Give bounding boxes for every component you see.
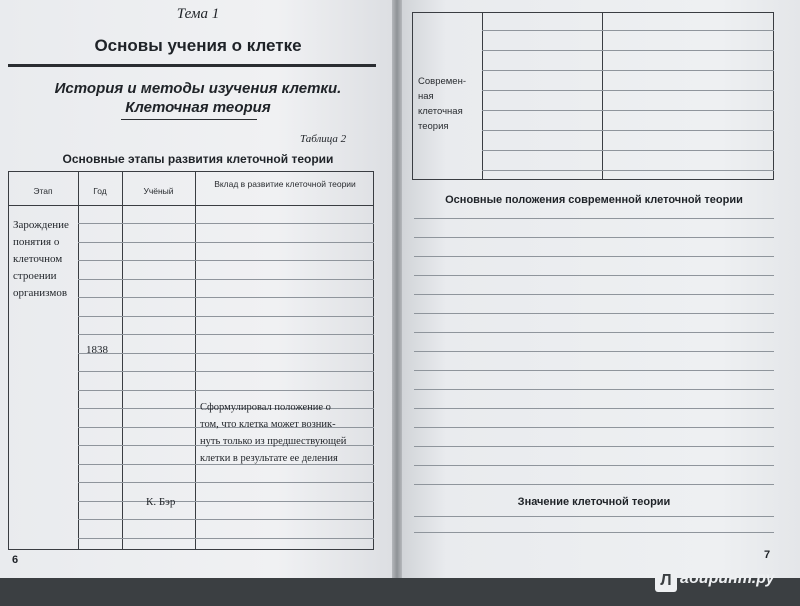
- label-line: клеточная: [418, 106, 463, 117]
- title-rule: [8, 64, 376, 67]
- contribution-cell: [200, 399, 372, 467]
- ruled-line: [414, 532, 774, 533]
- ruled-line: [414, 427, 774, 428]
- stage-line: клеточном: [13, 253, 63, 265]
- header-stage: Этап: [33, 186, 53, 196]
- contribution-line: том, что клетка может возник-: [200, 419, 336, 430]
- significance-heading: Значение клеточной теории: [517, 496, 671, 508]
- ruled-line: [482, 90, 774, 91]
- ruled-line: [196, 353, 374, 354]
- ruled-line: [482, 130, 774, 131]
- contribution-line: нуть только из предшествующей: [200, 436, 347, 447]
- contribution-line: клетки в результате ее деления: [200, 453, 338, 464]
- watermark-text: абиринт.ру: [680, 570, 775, 587]
- label-line: теория: [418, 121, 449, 132]
- ruled-line: [196, 371, 374, 372]
- subtitle-underline: [121, 119, 257, 120]
- ruled-line: [482, 110, 774, 111]
- ruled-line: [196, 260, 374, 261]
- topic-label: Тема 1: [176, 6, 220, 22]
- subtitle-line-1: История и методы изучения клетки.: [54, 80, 342, 97]
- stage-line: Зарождение: [13, 219, 69, 231]
- table-header-divider: [8, 205, 374, 206]
- stage-line: строении: [13, 270, 57, 282]
- modern-theory-label: [418, 74, 480, 134]
- watermark-logo-icon: Л: [655, 570, 677, 592]
- ruled-line: [196, 223, 374, 224]
- ruled-line: [414, 408, 774, 409]
- table-caption: Основные этапы развития клеточной теории: [62, 152, 334, 166]
- table-column-divider: [122, 171, 123, 550]
- ruled-line: [414, 446, 774, 447]
- label-line: ная: [418, 91, 434, 102]
- stage-line: организмов: [13, 287, 68, 299]
- ruled-line: [78, 519, 374, 520]
- table-number: Таблица 2: [300, 133, 347, 145]
- ruled-line: [414, 237, 774, 238]
- ruled-line: [414, 351, 774, 352]
- stage-cell: [13, 217, 77, 302]
- section-title: Основы учения о клетке: [94, 36, 302, 55]
- ruled-line: [196, 242, 374, 243]
- page-number-left: 6: [12, 554, 19, 566]
- year-cell: 1838: [86, 344, 108, 356]
- scientist-cell: К. Бэр: [146, 496, 176, 508]
- modern-theory-heading: Основные положения современной клеточной теории: [445, 194, 743, 206]
- ruled-line: [414, 256, 774, 257]
- ruled-line: [414, 516, 774, 517]
- header-scientist: Учёный: [143, 186, 174, 196]
- contribution-line: Сформулировал положение о: [200, 402, 331, 413]
- page-number-right: 7: [764, 549, 771, 561]
- ruled-line: [482, 170, 774, 171]
- ruled-line: [482, 50, 774, 51]
- table-column-divider: [78, 171, 79, 550]
- table-column-divider: [482, 12, 483, 180]
- ruled-line: [196, 390, 374, 391]
- ruled-line: [414, 389, 774, 390]
- ruled-line: [414, 465, 774, 466]
- ruled-line: [482, 150, 774, 151]
- ruled-line: [196, 334, 374, 335]
- ruled-line: [196, 279, 374, 280]
- label-line: Современ-: [418, 76, 466, 87]
- ruled-line: [78, 501, 374, 502]
- ruled-line: [196, 297, 374, 298]
- ruled-line: [414, 332, 774, 333]
- ruled-line: [414, 218, 774, 219]
- ruled-line: [414, 275, 774, 276]
- subtitle-line-2: Клеточная теория: [125, 99, 271, 116]
- header-year: Год: [93, 186, 107, 196]
- table-column-divider: [602, 12, 603, 180]
- ruled-line: [196, 316, 374, 317]
- ruled-line: [482, 70, 774, 71]
- ruled-line: [414, 484, 774, 485]
- ruled-line: [414, 294, 774, 295]
- ruled-line: [414, 370, 774, 371]
- table-column-divider: [195, 171, 196, 550]
- header-contribution: Вклад в развитие клеточной теории: [214, 179, 356, 189]
- ruled-line: [78, 482, 374, 483]
- ruled-line: [78, 538, 374, 539]
- ruled-line: [482, 30, 774, 31]
- ruled-line: [414, 313, 774, 314]
- stage-line: понятия о: [13, 236, 60, 248]
